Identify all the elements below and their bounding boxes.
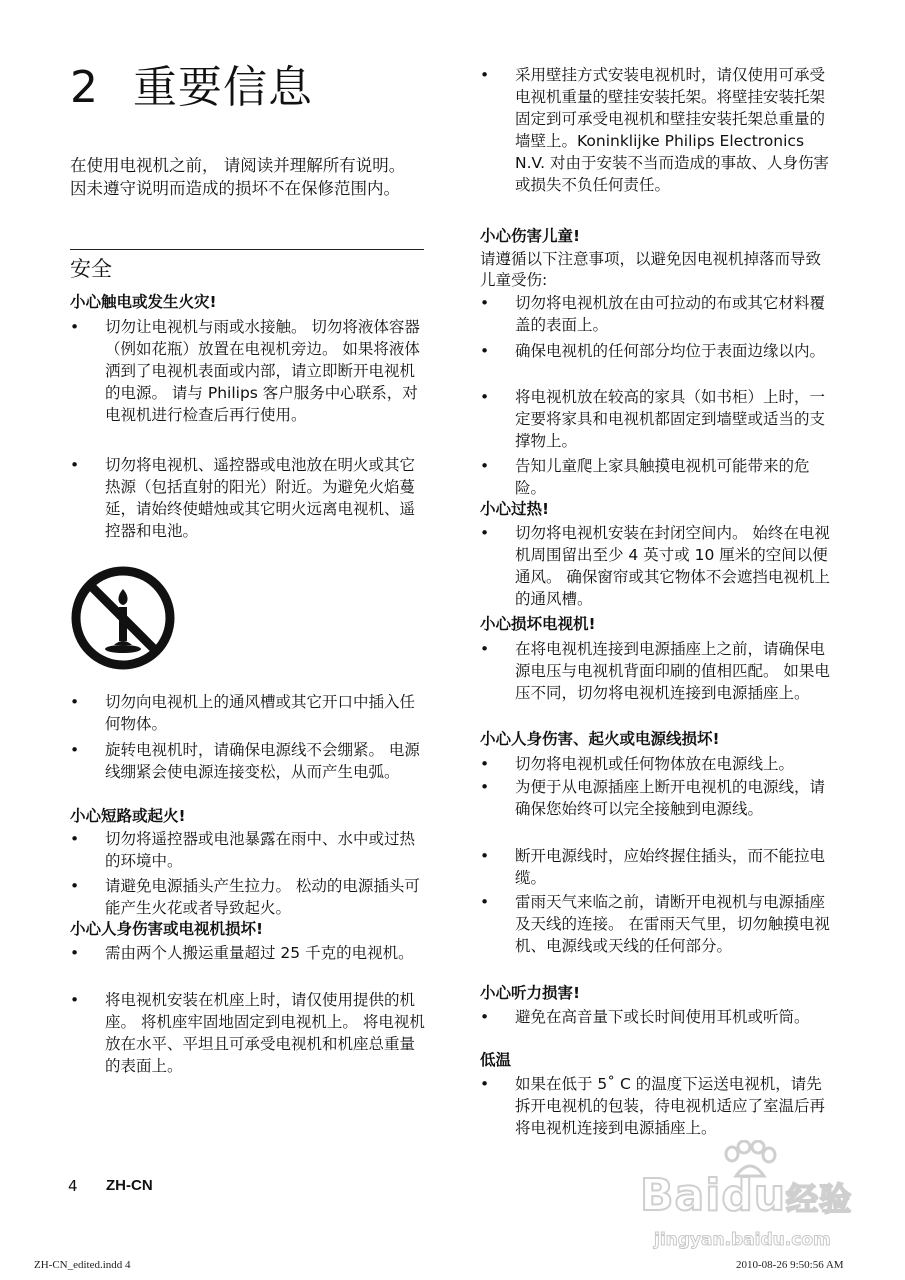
list-item-text: 采用壁挂方式安装电视机时，请仅使用可承受电视机重量的壁挂安装托架。将壁挂安装托架固定到可承受电视机和壁挂安装托架总重量的墙壁上。Koninklijke Philips Electronics N.V. 对由于安装不当而造成的事故、人身伤害或损失不负任何责任。 [515,66,829,194]
bullet-dot: • [70,944,80,962]
bullet-dot: • [70,318,80,336]
bullet-dot: • [480,524,490,542]
bullet-dot: • [480,893,490,911]
list-item-text: 切勿将电视机放在由可拉动的布或其它材料覆盖的表面上。 [515,294,826,334]
list-item-text: 旋转电视机时，请确保电源线不会绷紧。 电源线绷紧会使电源连接变松，从而产生电弧。 [105,741,420,781]
watermark-brand: Bai [640,1170,722,1221]
list-item-text: 告知儿童爬上家具触摸电视机可能带来的危险。 [515,457,810,497]
heading-short-circuit: 小心短路或起火! [70,807,186,825]
bullet-dot: • [480,755,490,773]
heading-hearing: 小心听力损害! [480,984,581,1002]
bullet-dot: • [70,830,80,848]
chapter-number: 2 [70,62,99,113]
bullet-dot: • [480,640,490,658]
list-item-text: 为便于从电源插座上断开电视机的电源线，请确保您始终可以完全接触到电源线。 [515,778,826,818]
bullet-dot: • [480,388,490,406]
date-slug: 2010-08-26 9:50:56 AM [736,1259,844,1271]
heading-power-cord: 小心人身伤害、起火或电源线损坏! [480,730,720,748]
bullet-dot: • [70,741,80,759]
list-item-text: 在将电视机连接到电源插座上之前，请确保电源电压与电视机背面印刷的值相匹配。 如果电压不同，切勿将电视机连接到电源插座上。 [515,640,830,702]
bullet-dot: • [70,991,80,1009]
list-item-text: 需由两个人搬运重量超过 25 千克的电视机。 [105,944,414,962]
bullet-dot: • [480,847,490,865]
bullet-dot: • [70,877,80,895]
heading-overheat: 小心过热! [480,500,550,518]
file-slug: ZH-CN_edited.indd 4 [34,1259,131,1271]
bullet-dot: • [480,342,490,360]
heading-tv-damage: 小心损坏电视机! [480,615,596,633]
list-item-text: 切勿将电视机、遥控器或电池放在明火或其它热源（包括直射的阳光）附近。为避免火焰蔓延，请始终使蜡烛或其它明火远离电视机、遥控器和电池。 [105,456,416,540]
bullet-dot: • [70,693,80,711]
chapter-title: 重要信息 [133,62,313,113]
watermark-brand-du: du [721,1170,787,1221]
page-title [70,58,313,118]
list-item-text: 将电视机安装在机座上时，请仅使用提供的机座。 将机座牢固地固定到电视机上。 将电视机放在水平、平坦且可承受电视机和机座总重量的表面上。 [105,991,425,1075]
language-code: ZH-CN [106,1177,153,1194]
list-item-text: 如果在低于 5˚ C 的温度下运送电视机，请先拆开电视机的包装，待电视机适应了室温后再将电视机连接到电源插座上。 [515,1075,826,1137]
bullet-dot: • [480,778,490,796]
heading-child-injury: 小心伤害儿童! [480,227,581,245]
list-item-text: 切勿将遥控器或电池暴露在雨中、水中或过热的环境中。 [105,830,416,870]
section-divider [70,249,424,250]
list-item-text: 断开电源线时，应始终握住插头，而不能拉电缆。 [515,847,826,887]
list-item-text: 雷雨天气来临之前，请断开电视机与电源插座及天线的连接。 在雷雨天气里，切勿触摸电视机、电源线或天线的任何部分。 [515,893,830,955]
list-item-text: 避免在高音量下或长时间使用耳机或听筒。 [515,1008,810,1026]
heading-low-temperature: 低温 [480,1051,512,1069]
list-item-text: 切勿向电视机上的通风槽或其它开口中插入任何物体。 [105,693,416,733]
list-item-text: 将电视机放在较高的家具（如书柜）上时，一定要将家具和电视机都固定到墙壁或适当的支撑物上。 [515,388,826,450]
watermark-cn: 经验 [786,1180,853,1218]
baidu-watermark [640,1140,885,1265]
bullet-dot: • [480,1008,490,1026]
bullet-dot: • [70,456,80,474]
intro-paragraph: 在使用电视机之前， 请阅读并理解所有说明。 因未遵守说明而造成的损坏不在保修范围内。 [70,156,406,198]
child-safety-paragraph: 请遵循以下注意事项，以避免因电视机掉落而导致儿童受伤: [480,250,822,289]
list-item-text: 确保电视机的任何部分均位于表面边缘以内。 [515,342,826,360]
list-item-text: 切勿将电视机安装在封闭空间内。 始终在电视机周围留出至少 4 英寸或 10 厘米的空间以便通风。 确保窗帘或其它物体不会遮挡电视机上的通风槽。 [515,524,830,608]
bullet-dot: • [480,66,490,84]
section-title: 安全 [70,257,112,281]
no-candle-icon [70,565,176,671]
page-number: 4 [68,1177,78,1195]
bullet-dot: • [480,1075,490,1093]
list-item-text: 切勿让电视机与雨或水接触。 切勿将液体容器（例如花瓶）放置在电视机旁边。 如果将液体洒到了电视机表面或内部，请立即断开电视机的电源。 请与 Philips 客户服务中心联系，对电视机进行检查后再行使用。 [105,318,420,424]
list-item-text: 请避免电源插头产生拉力。 松动的电源插头可能产生火花或者导致起火。 [105,877,420,917]
watermark-url: jingyan.baidu.com [654,1230,831,1250]
list-item-text: 切勿将电视机或任何物体放在电源线上。 [515,755,795,773]
bullet-dot: • [480,294,490,312]
bullet-dot: • [480,457,490,475]
heading-electric-shock: 小心触电或发生火灾! [70,293,217,311]
heading-injury-damage: 小心人身伤害或电视机损坏! [70,920,264,938]
